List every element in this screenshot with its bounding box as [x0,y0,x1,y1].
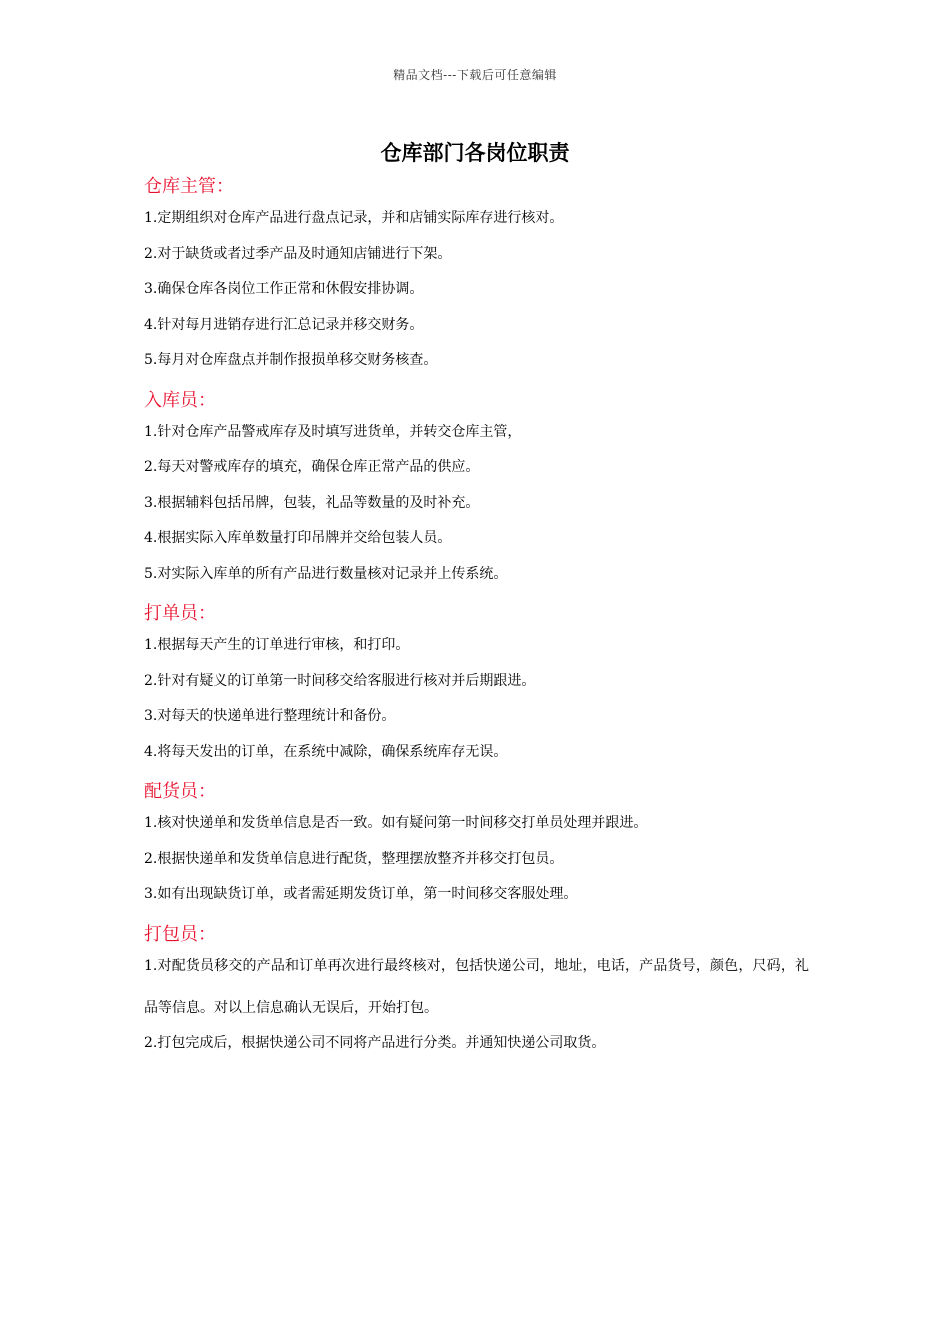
section-warehouse-manager [144,172,824,370]
duty-item: 1.针对仓库产品警戒库存及时填写进货单，并转交仓库主管， [144,423,522,440]
section-heading: 仓库主管： [144,176,234,197]
section-heading: 配货员： [144,781,216,802]
duty-item: 1.对配货员移交的产品和订单再次进行最终核对，包括快递公司，地址，电话，产品货号，颜色，尺码，礼品等信息。对以上信息确认无误后，开始打包。 [144,957,809,1016]
duty-item: 3.如有出现缺货订单，或者需延期发货订单，第一时间移交客服处理。 [144,886,578,902]
document-body [144,172,824,1068]
duty-item: 1.定期组织对仓库产品进行盘点记录，并和店铺实际库存进行核对。 [144,210,564,226]
duty-item: 4.针对每月进销存进行汇总记录并移交财务。 [144,316,424,333]
duty-item: 2.根据快递单和发货单信息进行配货，整理摆放整齐并移交打包员。 [144,850,564,867]
section-receiving-clerk [144,386,824,584]
document-title: 仓库部门各岗位职责 [380,141,570,165]
duty-item: 5.每月对仓库盘点并制作报损单移交财务核查。 [144,352,438,368]
header-note: 精品文档---下载后可任意编辑 [393,68,557,82]
duty-item: 4.根据实际入库单数量打印吊牌并交给包装人员。 [144,530,452,546]
duty-item: 2.打包完成后，根据快递公司不同将产品进行分类。并通知快递公司取货。 [144,1034,606,1051]
duty-item: 4.将每天发出的订单，在系统中减除，确保系统库存无误。 [144,743,508,760]
section-heading: 入库员： [144,389,216,411]
duty-item: 2.每天对警戒库存的填充，确保仓库正常产品的供应。 [144,459,480,475]
duty-item: 5.对实际入库单的所有产品进行数量核对记录并上传系统。 [144,565,508,582]
duty-item: 1.核对快递单和发货单信息是否一致。如有疑问第一时间移交打单员处理并跟进。 [144,815,648,831]
duty-item: 2.对于缺货或者过季产品及时通知店铺进行下架。 [144,245,452,262]
section-packer [144,920,824,1053]
duty-item: 3.确保仓库各岗位工作正常和休假安排协调。 [144,281,424,297]
duty-item: 3.对每天的快递单进行整理统计和备份。 [144,708,396,724]
duty-item: 1.根据每天产生的订单进行审核，和打印。 [144,637,410,653]
duty-item: 2.针对有疑义的订单第一时间移交给客服进行核对并后期跟进。 [144,672,536,689]
section-heading: 打单员： [144,603,216,624]
section-picker [144,777,824,904]
duty-item: 3.根据辅料包括吊牌，包装，礼品等数量的及时补充。 [144,494,480,511]
section-order-printer [144,599,824,762]
section-heading: 打包员： [144,923,216,945]
